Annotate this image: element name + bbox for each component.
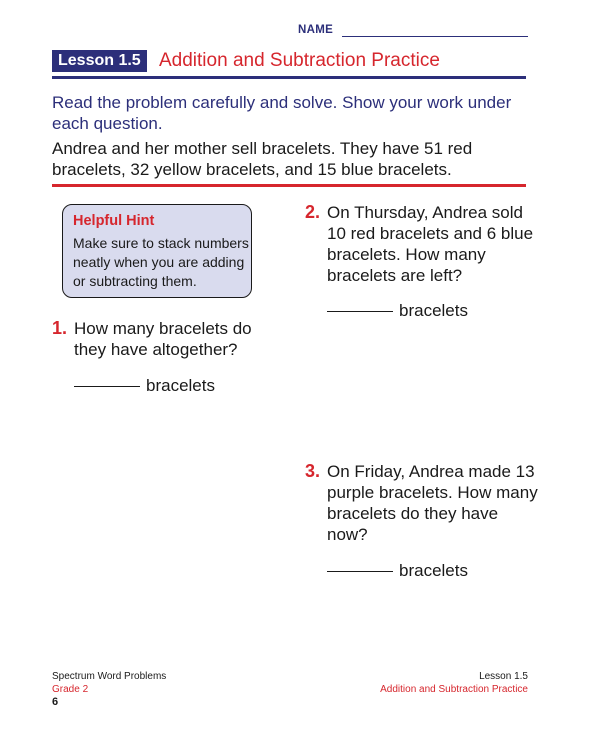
hint-body: Make sure to stack numbers neatly when you are adding or subtracting them. — [73, 235, 249, 289]
footer-lesson: Lesson 1.5 — [479, 671, 528, 682]
story-problem: Andrea and her mother sell bracelets. They have 51 red bracelets, 32 yellow bracelets, and 15 blue bracelets. — [52, 139, 473, 179]
helpful-hint-box — [62, 204, 252, 298]
page-number: 6 — [52, 696, 59, 708]
hint-title: Helpful Hint — [73, 213, 155, 229]
lesson-title: Addition and Subtraction Practice — [159, 50, 440, 71]
header-divider — [52, 76, 526, 79]
question-number: 2. — [305, 202, 321, 222]
footer-lesson-title: Addition and Subtraction Practice — [380, 684, 528, 695]
answer-blank[interactable] — [327, 571, 393, 572]
name-line[interactable] — [342, 36, 528, 37]
footer-left — [52, 670, 166, 709]
footer-book: Spectrum Word Problems — [52, 671, 167, 682]
answer-blank[interactable] — [74, 386, 140, 387]
instructions: Read the problem carefully and solve. Show your work under each question. — [52, 93, 512, 133]
answer-unit: bracelets — [146, 376, 215, 395]
question-text: On Friday, Andrea made 13 purple bracelets. How many bracelets do they have now? — [327, 462, 538, 544]
answer-blank[interactable] — [327, 311, 393, 312]
footer-right — [380, 670, 528, 696]
footer-grade: Grade 2 — [52, 684, 89, 695]
question-text: On Thursday, Andrea sold 10 red bracelets and 6 blue bracelets. How many bracelets are left? — [327, 203, 534, 285]
question-number: 3. — [305, 461, 321, 481]
answer-3[interactable] — [327, 561, 468, 583]
answer-unit: bracelets — [399, 561, 468, 580]
answer-1[interactable] — [74, 376, 215, 398]
lesson-badge: Lesson 1.5 — [52, 50, 147, 72]
story-divider — [52, 184, 526, 187]
name-field[interactable] — [298, 24, 528, 40]
name-label: NAME — [298, 24, 334, 36]
question-number: 1. — [52, 318, 68, 338]
answer-2[interactable] — [327, 301, 468, 323]
answer-unit: bracelets — [399, 301, 468, 320]
question-text: How many bracelets do they have altogether? — [74, 319, 252, 359]
